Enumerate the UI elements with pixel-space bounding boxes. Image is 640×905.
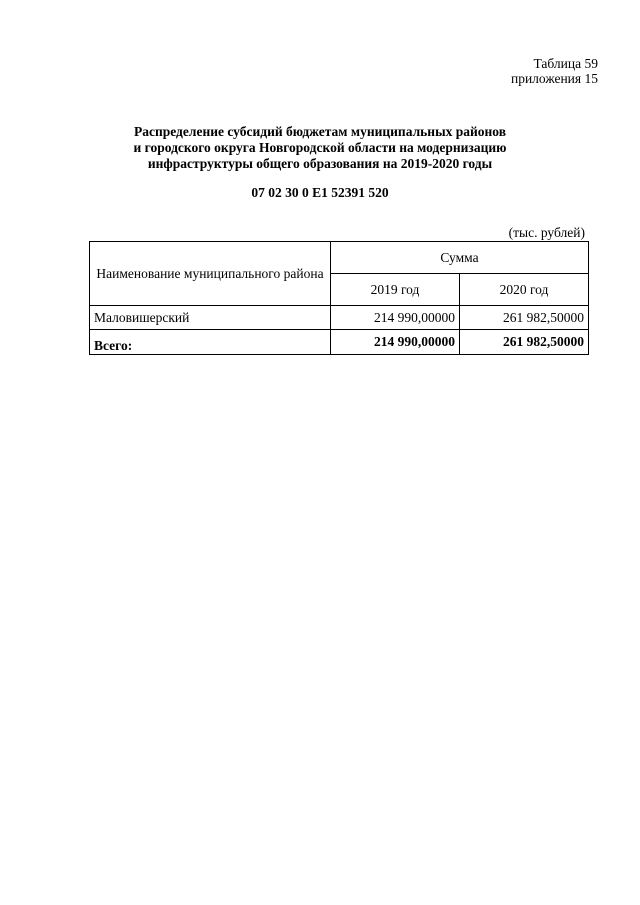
- header-sum: Сумма: [331, 242, 589, 274]
- row-value-2019: 214 990,00000: [331, 306, 460, 330]
- total-value-2020: 261 982,50000: [460, 330, 589, 355]
- title-line-3: инфраструктуры общего образования на 2019-2020 годы: [147, 156, 493, 171]
- header-name: Наименование муниципального района: [90, 242, 331, 306]
- row-name: Маловишерский: [90, 306, 331, 330]
- row-value-2020: 261 982,50000: [460, 306, 589, 330]
- subsidy-table: [89, 241, 589, 355]
- table-row: [90, 306, 589, 330]
- unit-label: (тыс. рублей): [508, 225, 585, 240]
- reference-line-1: Таблица 59: [533, 56, 598, 71]
- budget-code: 07 02 30 0 E1 52391 520: [251, 185, 389, 200]
- total-row: [90, 330, 589, 355]
- document-title: [0, 124, 640, 172]
- table-reference: [511, 56, 598, 86]
- title-line-1: Распределение субсидий бюджетам муниципальных районов: [133, 124, 507, 139]
- total-label: Всего:: [90, 330, 331, 355]
- header-year-2020: 2020 год: [460, 274, 589, 306]
- title-line-2: и городского округа Новгородской области на модернизацию: [133, 140, 507, 155]
- reference-line-2: приложения 15: [510, 71, 598, 86]
- total-value-2019: 214 990,00000: [331, 330, 460, 355]
- header-year-2019: 2019 год: [331, 274, 460, 306]
